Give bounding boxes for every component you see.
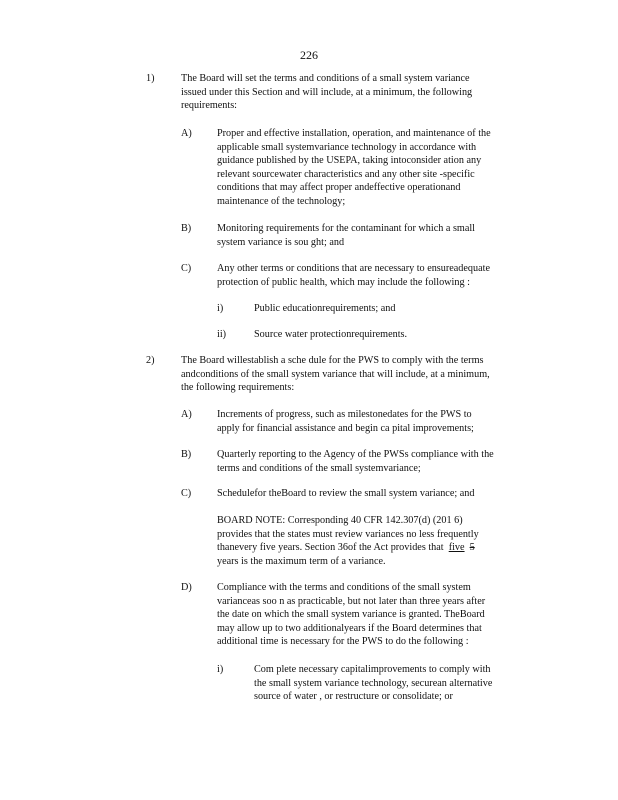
paragraph-2d-i bbox=[254, 663, 526, 704]
text-line: Increments of progress, such as milestonedates for the PWS to bbox=[217, 409, 472, 420]
paragraph-1b bbox=[217, 222, 527, 249]
text-line: the small system variance technology, securean alternative bbox=[254, 677, 493, 689]
item-label: 2) bbox=[146, 355, 155, 366]
text-line: guidance published by the USEPA, taking intoconsider ation any bbox=[217, 155, 482, 167]
text-line: Public educationrequirements; and bbox=[254, 303, 396, 314]
text-line: issued under this Section and will include, at a minimum, the following bbox=[181, 86, 473, 98]
text-line: Source water protectionrequirements. bbox=[254, 329, 408, 340]
text-line: Proper and effective installation, operation, and maintenance of the bbox=[217, 128, 491, 139]
text-line: Compliance with the terms and conditions of the small system bbox=[217, 582, 471, 593]
text-line: additional time is necessary for the PWS to do the following : bbox=[217, 636, 469, 648]
text-line: terms and conditions of the small systemvariance; bbox=[217, 462, 421, 474]
item-label: i) bbox=[217, 303, 224, 314]
text-line: The Board will set the terms and conditions of a small system variance bbox=[181, 73, 470, 84]
text-line: Any other terms or conditions that are necessary to ensureadequate bbox=[217, 263, 490, 274]
text-line: years is the maximum term of a variance. bbox=[217, 555, 386, 567]
item-label: C) bbox=[181, 488, 192, 499]
text-line: conditions that may affect proper andeffective operationand bbox=[217, 182, 461, 194]
item-label: C) bbox=[181, 263, 192, 274]
text-line: source of water , or restructure or consolidate; or bbox=[254, 691, 453, 703]
text-line: varianceas soo n as practicable, but not later than three years after bbox=[217, 595, 486, 607]
item-label: 1) bbox=[146, 73, 155, 84]
paragraph-2a bbox=[217, 408, 517, 435]
page-number: 226 bbox=[300, 48, 318, 62]
inserted-text: five bbox=[448, 542, 465, 554]
text-line: protection of public health, which may include the following : bbox=[217, 276, 470, 288]
paragraph-1a bbox=[217, 127, 537, 209]
text-line: applicable small systemvariance technology in accordance with bbox=[217, 141, 477, 153]
board-note-line-amended bbox=[217, 541, 537, 555]
item-label: A) bbox=[181, 409, 192, 420]
text-line: Quarterly reporting to the Agency of the PWSs compliance with the bbox=[217, 449, 494, 460]
text-line: Com plete necessary capitalimprovements to comply with bbox=[254, 664, 491, 675]
paragraph-2b bbox=[217, 448, 535, 475]
text-line: maintenance of the technology; bbox=[217, 195, 346, 207]
text-line: requirements: bbox=[181, 100, 238, 112]
item-label: ii) bbox=[217, 329, 227, 340]
item-label: D) bbox=[181, 582, 192, 593]
paragraph-1c-i bbox=[254, 302, 454, 316]
board-note bbox=[217, 514, 537, 568]
text-line: system variance is sou ght; and bbox=[217, 236, 345, 248]
text-line: Schedulefor theBoard to review the small system variance; and bbox=[217, 488, 475, 499]
paragraph-2c bbox=[217, 487, 527, 501]
paragraph-1 bbox=[181, 72, 515, 113]
text-line: apply for financial assistance and begin ca pital improvements; bbox=[217, 422, 474, 434]
paragraph-2 bbox=[181, 354, 527, 395]
text-line: The Board willestablish a sche dule for the PWS to comply with the terms bbox=[181, 355, 484, 366]
item-label: B) bbox=[181, 223, 192, 234]
item-label: i) bbox=[217, 664, 224, 675]
paragraph-1c-ii bbox=[254, 328, 454, 342]
text-line: the following requirements: bbox=[181, 382, 295, 394]
deleted-text: 5 bbox=[469, 542, 475, 554]
text-line: the date on which the small system variance is granted. TheBoard bbox=[217, 609, 485, 621]
text-line: relevant sourcewater characteristics and any other site -specific bbox=[217, 168, 475, 180]
text-line: provides that the states must review variances no less frequently bbox=[217, 528, 479, 540]
text-line: may allow up to two additionalyears if the Board determines that bbox=[217, 622, 482, 634]
item-label: B) bbox=[181, 449, 192, 460]
item-label: A) bbox=[181, 128, 192, 139]
paragraph-1c bbox=[217, 262, 527, 289]
paragraph-2d bbox=[217, 581, 537, 649]
text-line: BOARD NOTE: Corresponding 40 CFR 142.307(d) (201 6) bbox=[217, 515, 463, 526]
text-line: Monitoring requirements for the contaminant for which a small bbox=[217, 223, 476, 234]
text-line: thanevery five years. Section 36of the Act provides that bbox=[217, 542, 444, 554]
text-line: andconditions of the small system variance that will include, at a minimum, bbox=[181, 368, 490, 380]
